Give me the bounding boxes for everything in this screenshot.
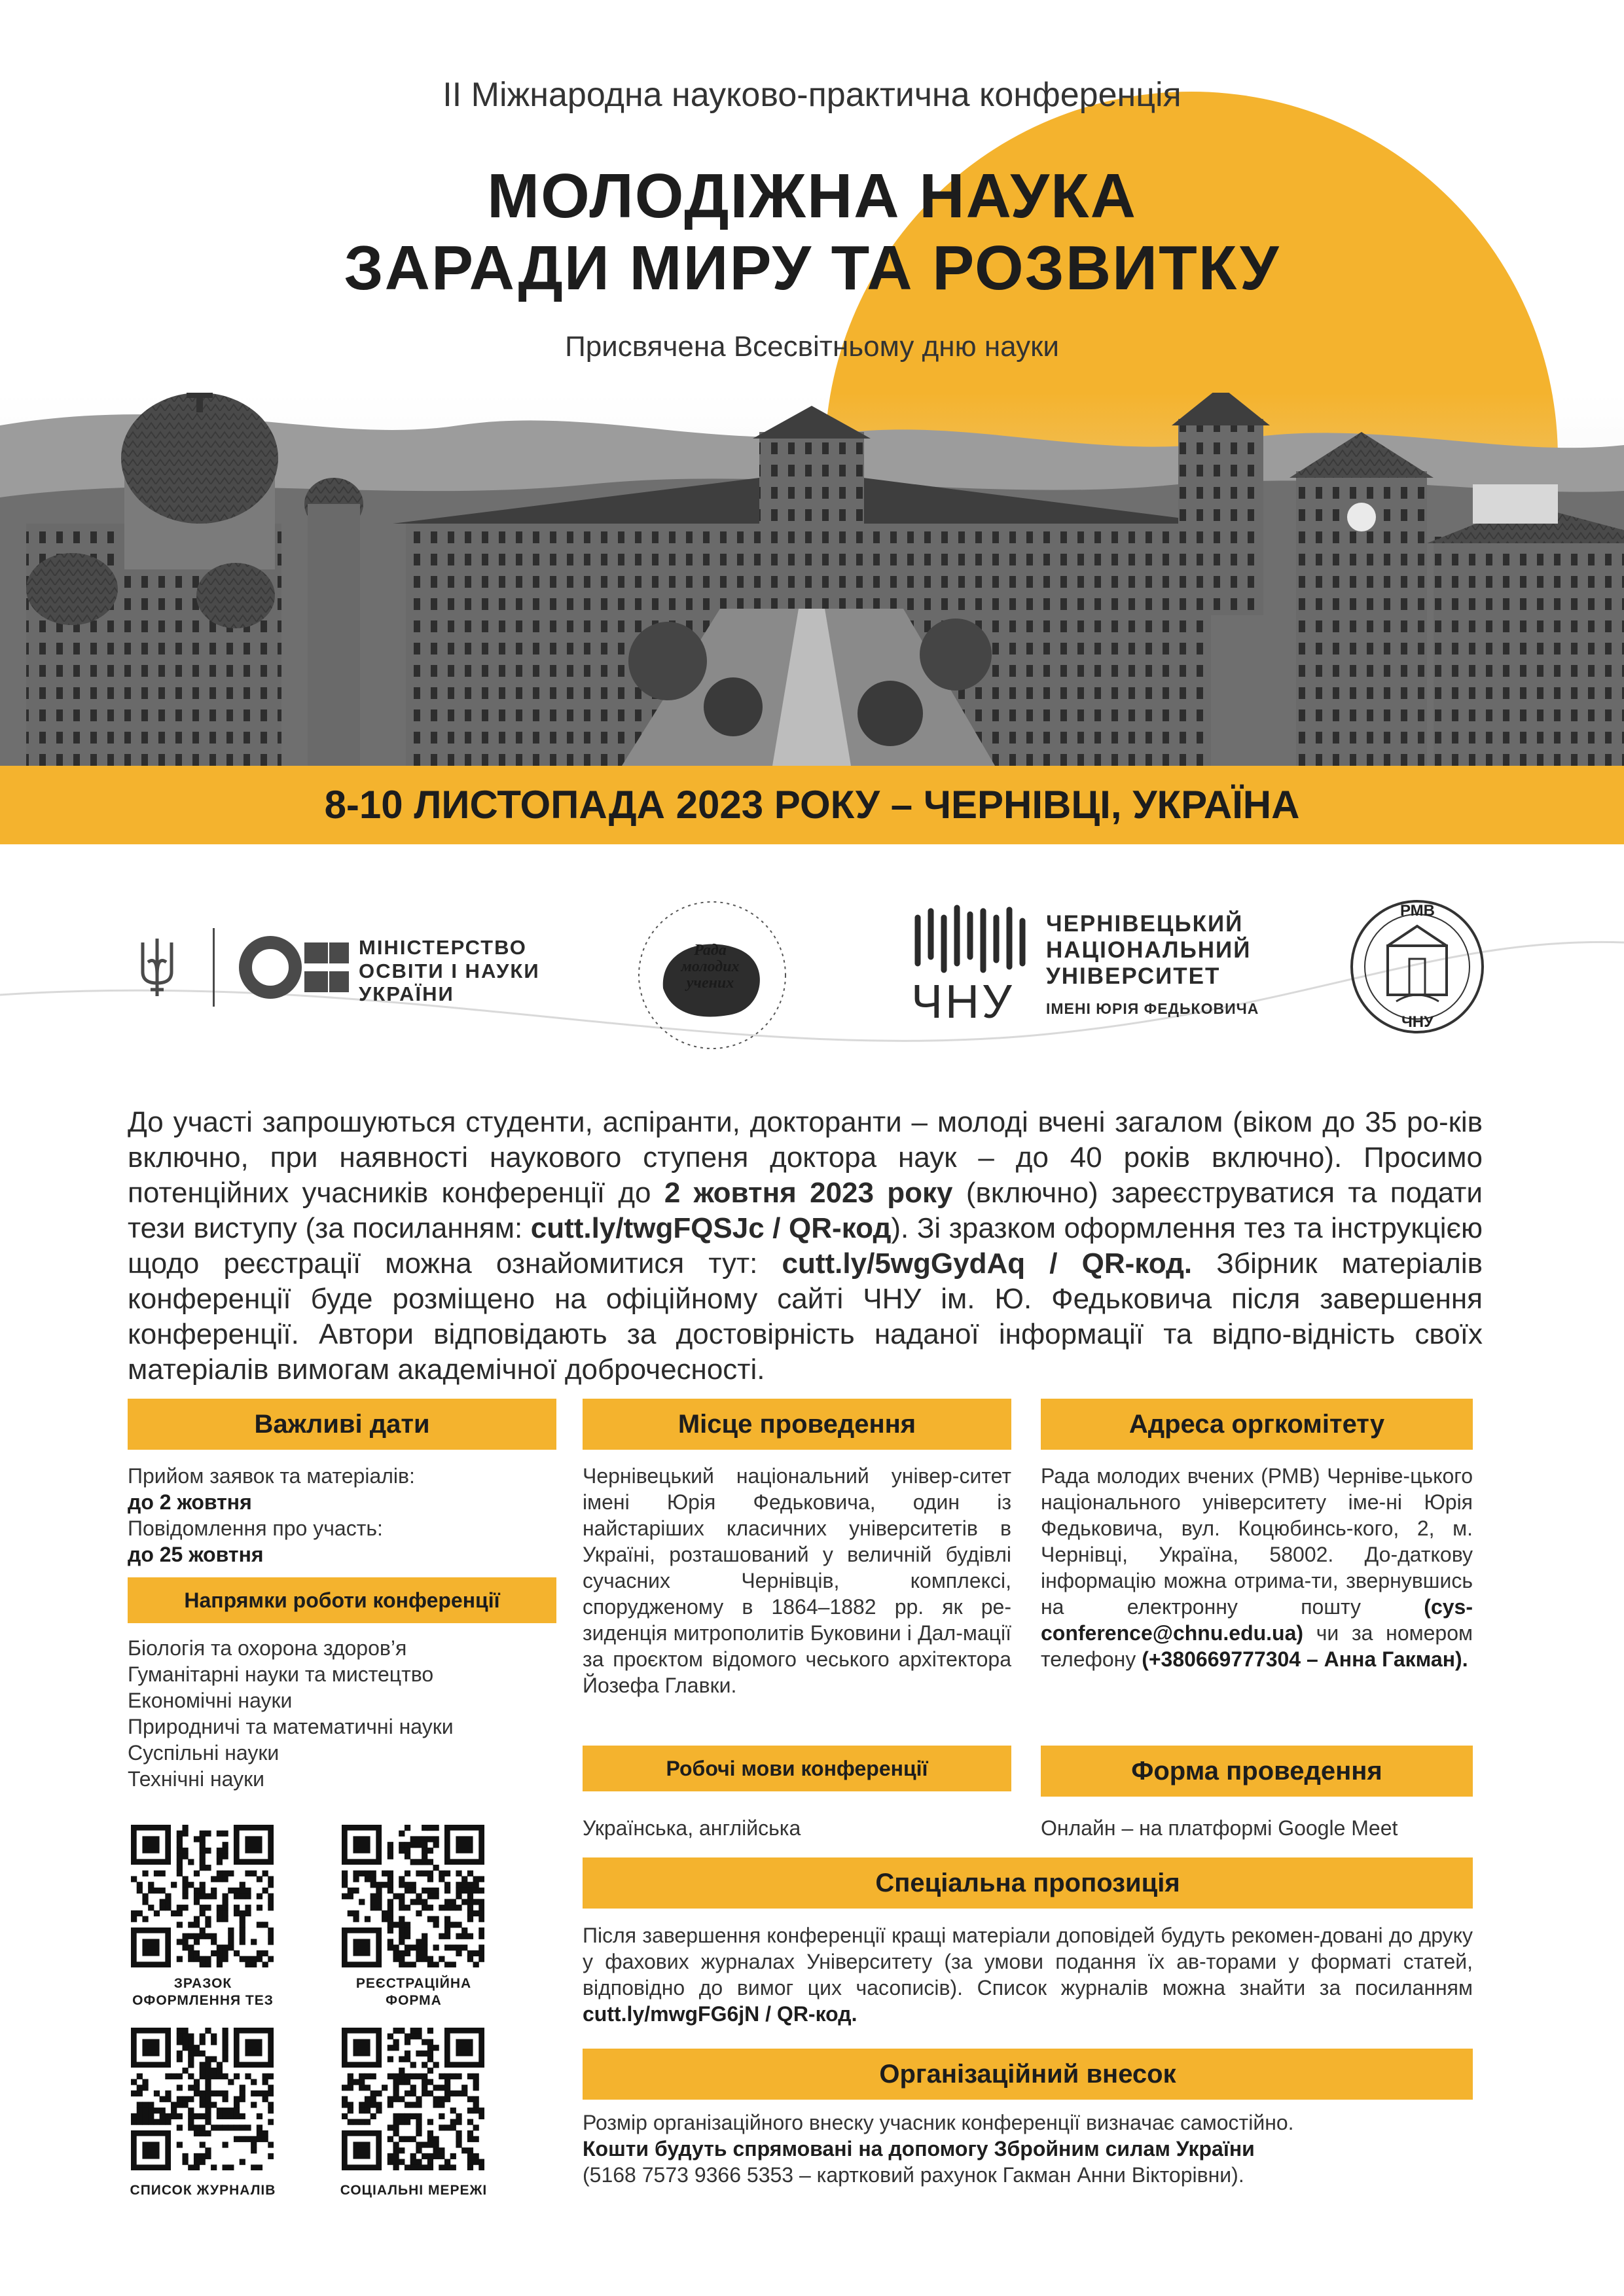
important-dates-heading: Важливі дати	[128, 1399, 556, 1450]
direction-item: Біологія та охорона здоров’я	[128, 1636, 407, 1660]
registration-deadline: 2 жовтня 2023 року	[664, 1177, 953, 1209]
qr-code-social[interactable]	[342, 2028, 484, 2170]
qr-code-template[interactable]	[131, 1825, 274, 1967]
chnu-abbr: ЧНУ	[911, 976, 1015, 1028]
dedication: Присвячена Всесвітньому дню науки	[565, 331, 1059, 363]
university-name-subtitle: ІМЕНІ ЮРІЯ ФЕДЬКОВИЧА	[1046, 1000, 1259, 1017]
fee-heading: Організаційний внесок	[583, 2049, 1473, 2100]
trident-icon	[139, 936, 175, 1001]
committee-heading: Адреса оргкомітету	[1041, 1399, 1473, 1450]
rmv-logo-bottom-text: ЧНУ	[1401, 1013, 1434, 1031]
title-line-2: ЗАРАДИ МИРУ ТА РОЗВИТКУ	[344, 233, 1280, 303]
direction-item: Суспільні науки	[128, 1741, 280, 1765]
directions-list	[128, 1635, 556, 1792]
special-offer-text: Після завершення конференції кращі матеріали доповідей будуть рекомен-довані до друку у фахових журналах Університету (за умови подання їх ав-торами у форматі статей, відповідно до вимог цих часописів). Список журналів можна знайти за посиланням cutt.ly/mwgFG6jN / QR-код.	[583, 1924, 1473, 2026]
qr-caption-registration: РЕЄСТРАЦІЙНА ФОРМА	[355, 1976, 472, 2008]
committee-text: Рада молодих вчених (РМВ) Черніве-цького національного університету іме-ні Юрія Федьковича, вул. Коцюбинсь-кого, 2, м. Чернівці, Україна, 58002. До-даткову інформацію можна отрима-ти, звернувшись на електронну пошту (cys-conference@chnu.edu.ua) чи за номером телефону (+380669777304 – Анна Гакман).	[1041, 1464, 1473, 1671]
direction-item: Гуманітарні науки та мистецтво	[128, 1662, 434, 1686]
journals-link[interactable]: cutt.ly/mwgFG6jN / QR-код.	[583, 2002, 857, 2026]
rmv-logo-top-text: РМВ	[1399, 902, 1435, 920]
direction-item: Технічні науки	[128, 1767, 264, 1791]
format-text: Онлайн – на платформі Google Meet	[1041, 1816, 1398, 1840]
intro-paragraph: До участі запрошуються студенти, аспіранти, докторанти – молоді вчені загалом (віком до 35 ро-ків включно, при наявності наукового ступеня доктора наук – до 40 років включно). Просимо потенційних учасників конференції до 2 жовтня 2023 року (включно) зареєструватися та подати тези виступу (за посиланням: cutt.ly/twgFQSJc / QR-код). Зі зразком оформлення тез та інструкцією щодо реєстрації можна ознайомитися тут: cutt.ly/5wgGydAq / QR-код. Збірник матеріалів конференції буде розміщено на офіційному сайті ЧНУ ім. Ю. Федьковича після завершення конференції. Автори відповідають за достовірність наданої інформації та відпо-відність своїх матеріалів вимогам академічної доброчесності.	[128, 1106, 1483, 1386]
venue-heading: Місце проведення	[583, 1399, 1011, 1450]
qr-code-registration[interactable]	[342, 1825, 484, 1967]
languages-heading: Робочі мови конференції	[583, 1746, 1011, 1791]
conference-type: ІІ Міжнародна науково-практична конференція	[442, 76, 1182, 114]
committee-email[interactable]: (cys-conference@chnu.edu.ua)	[1041, 1595, 1473, 1645]
venue-text: Чернівецький національний універ-ситет імені Юрія Федьковича, один із найстаріших класичних університетів в Україні, розташований у величній будівлі сучасних Чернівців, комплексі, спорудженому в 1864–1882 рр. як ре-зиденція митрополитів Буковини і Дал-мації за проєктом відомого чеського архітектора Йозефа Главки.	[583, 1464, 1011, 1697]
direction-item: Природничі та математичні науки	[128, 1715, 454, 1738]
qr-caption-social: СОЦІАЛЬНІ МЕРЕЖІ	[340, 2183, 488, 2198]
ministry-name: МІНІСТЕРСТВО ОСВІТИ І НАУКИ УКРАЇНИ	[359, 936, 540, 1006]
direction-item: Економічні науки	[128, 1689, 293, 1712]
university-building-photo	[0, 393, 1624, 766]
logo-divider	[213, 928, 215, 1007]
qr-caption-journals: СПИСОК ЖУРНАЛІВ	[130, 2183, 276, 2198]
council-logo-text: Рада молодих учених	[681, 942, 740, 992]
university-name: ЧЕРНІВЕЦЬКИЙ НАЦІОНАЛЬНИЙ УНІВЕРСИТЕТ	[1046, 911, 1252, 989]
mon-logo-icon	[239, 935, 350, 1003]
committee-phone: (+380669777304 – Анна Гакман).	[1142, 1647, 1468, 1671]
registration-link[interactable]: cutt.ly/twgFQSJc / QR-код	[530, 1212, 892, 1244]
title-line-1: МОЛОДІЖНА НАУКА	[487, 161, 1137, 231]
directions-heading: Напрямки роботи конференції	[128, 1577, 556, 1623]
template-link[interactable]: cutt.ly/5wgGydAq / QR-код.	[782, 1247, 1193, 1280]
languages-text: Українська, англійська	[583, 1816, 801, 1840]
qr-code-journals[interactable]	[131, 2028, 274, 2170]
fee-text: Розмір організаційного внеску учасник конференції визначає самостійно. Кошти будуть спрямовані на допомогу Збройним силам України (5168 7573 9366 5353 – картковий рахунок Гакман Анни Вікторівни).	[583, 2111, 1294, 2187]
format-heading: Форма проведення	[1041, 1746, 1473, 1797]
qr-caption-template: ЗРАЗОК ОФОРМЛЕННЯ ТЕЗ	[132, 1976, 274, 2008]
special-offer-heading: Спеціальна пропозиція	[583, 1857, 1473, 1909]
important-dates-block: Прийом заявок та матеріалів: до 2 жовтня Повідомлення про участь: до 25 жовтня	[128, 1464, 415, 1566]
date-banner-text: 8-10 ЛИСТОПАДА 2023 РОКУ – ЧЕРНІВЦІ, УКРАЇНА	[324, 783, 1300, 827]
